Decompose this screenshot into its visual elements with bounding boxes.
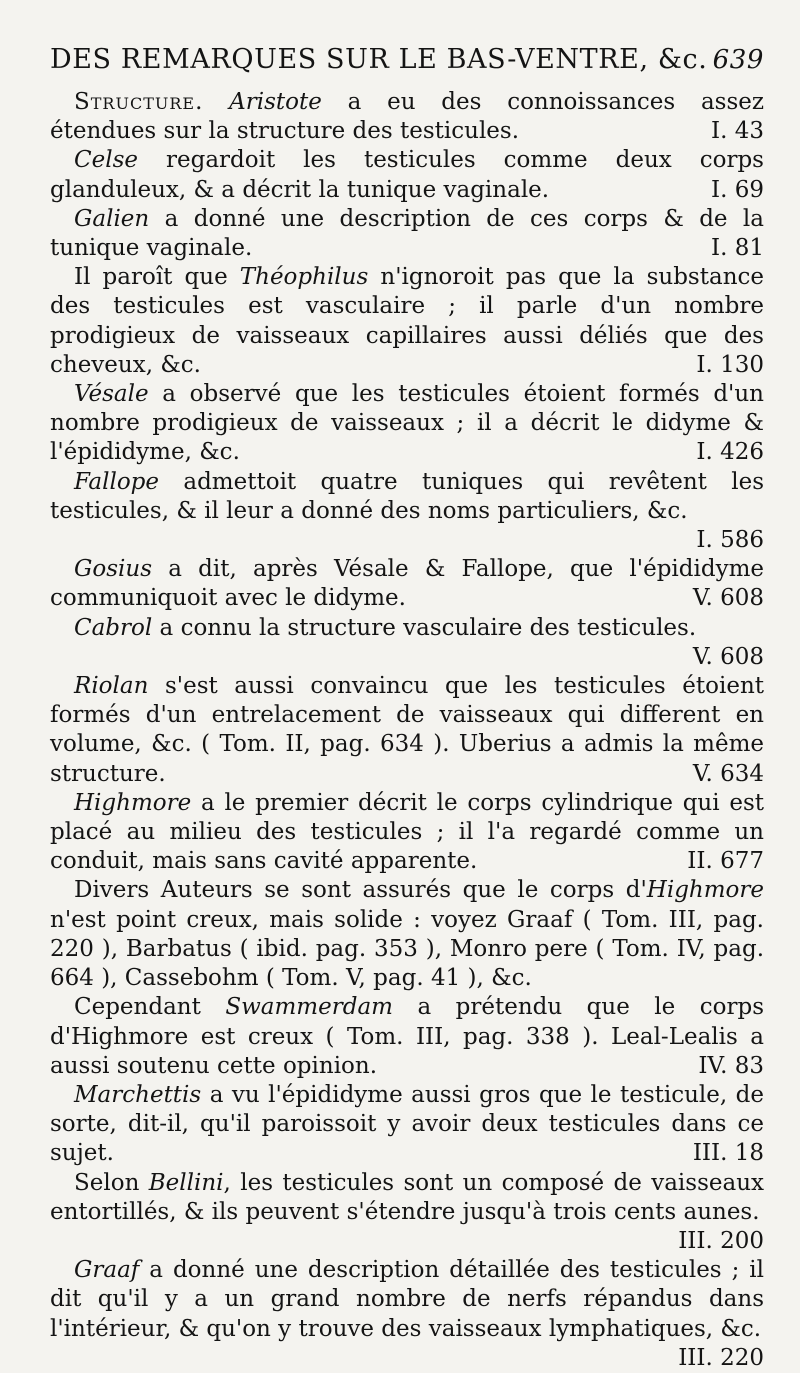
entry-11 bbox=[50, 876, 764, 993]
entry-ref: III. 200 bbox=[678, 1227, 764, 1254]
running-header bbox=[50, 44, 764, 88]
entry-author: Galien bbox=[74, 205, 150, 232]
entry-12 bbox=[50, 993, 764, 1081]
entry-text: s'est aussi convaincu que les testicules étoient formés d'un entrelacement de vaisseaux qui different en volume, &c. ( Tom. II, pag. 634 ). Uberius a admis la même structure. bbox=[50, 673, 764, 787]
entry-text: n'est point creux, mais solide : voyez Graaf ( Tom. III, pag. 220 ), Barbatus ( ibid. pag. 353 ), Monro pere ( Tom. IV, pag. 664 ), Cassebohm ( Tom. V, pag. 41 ), &c. bbox=[50, 906, 764, 992]
entry-text: a observé que les testicules étoient formés d'un nombre prodigieux de vaisseaux ; il a décrit le didyme & l'épididyme, &c. bbox=[50, 381, 764, 466]
entry-text: a vu l'épididyme aussi gros que le testicule, de sorte, dit-il, qu'il paroissoit y avoir deux testicules dans ce sujet. bbox=[50, 1081, 764, 1167]
entry-lead: Structure. bbox=[74, 89, 204, 115]
entry-text: a donné une description détaillée des testicules ; il dit qu'il y a un grand nombre de nerfs répandus dans l'intérieur, & qu'on y trouve des vaisseaux lymphatiques, &c. bbox=[50, 1257, 765, 1342]
entry-6 bbox=[50, 468, 764, 556]
entry-author: Gosius bbox=[74, 556, 152, 583]
entry-ref: V. 608 bbox=[692, 585, 764, 612]
entry-author: Vésale bbox=[74, 381, 149, 408]
entry-author: Highmore bbox=[74, 789, 192, 816]
entry-text: a connu la structure vasculaire des testicules. bbox=[159, 614, 697, 641]
entry-3 bbox=[50, 205, 764, 263]
entry-5 bbox=[50, 380, 764, 468]
entry-text: , les testicules sont un composé de vaisseaux entortillés, & ils peuvent s'étendre jusqu'à trois cents aunes. bbox=[50, 1169, 764, 1225]
entry-15 bbox=[50, 1256, 764, 1373]
entry-lead: Cependant bbox=[74, 994, 201, 1021]
entry-text: admettoit quatre tuniques qui revêtent les testicules, & il leur a donné des noms particuliers, &c. bbox=[50, 468, 764, 524]
entry-7 bbox=[50, 555, 764, 613]
entry-ref: II. 677 bbox=[687, 848, 764, 875]
entry-13 bbox=[50, 1081, 764, 1169]
entry-author: Swammerdam bbox=[225, 994, 393, 1021]
entry-author: Théophilus bbox=[239, 264, 369, 291]
entry-author: Highmore bbox=[646, 877, 764, 904]
entry-ref: I. 130 bbox=[696, 351, 764, 378]
entry-lead: Il paroît que bbox=[74, 264, 228, 291]
entry-author: Cabrol bbox=[74, 614, 153, 641]
entries-list bbox=[50, 88, 764, 1373]
entry-9 bbox=[50, 672, 764, 789]
header-title: DES REMARQUES SUR LE BAS-VENTRE, &c. bbox=[50, 44, 708, 75]
entry-ref: I. 586 bbox=[696, 527, 764, 554]
entry-14 bbox=[50, 1169, 764, 1257]
entry-8 bbox=[50, 614, 764, 672]
entry-text: a le premier décrit le corps cylindrique qui est placé au milieu des testicules ; il l'a regardé comme un conduit, mais sans cavité apparente. bbox=[50, 789, 765, 875]
entry-10 bbox=[50, 789, 764, 877]
entry-author: Aristote bbox=[229, 89, 322, 115]
entry-text: n'ignoroit pas que la substance des testicules est vasculaire ; il parle d'un nombre prodigieux de vaisseaux capillaires aussi déliés que des cheveux, &c. bbox=[50, 264, 764, 378]
entry-author: Celse bbox=[74, 147, 138, 174]
entry-ref: V. 608 bbox=[692, 643, 764, 670]
entry-ref: IV. 83 bbox=[698, 1052, 764, 1079]
entry-ref: I. 81 bbox=[711, 235, 764, 262]
entry-author: Bellini bbox=[148, 1169, 224, 1196]
entry-text: a eu des connoissances assez étendues sur la structure des testicules. bbox=[50, 89, 764, 145]
entry-ref: I. 426 bbox=[696, 439, 764, 466]
entry-author: Graaf bbox=[74, 1257, 140, 1284]
entry-text: a dit, après Vésale & Fallope, que l'épididyme communiquoit avec le didyme. bbox=[50, 556, 765, 612]
entry-lead: Divers Auteurs se sont assurés que le corps d' bbox=[74, 877, 647, 904]
entry-ref: III. 18 bbox=[692, 1140, 764, 1167]
entry-ref: I. 69 bbox=[711, 176, 764, 203]
entry-text: regardoit les testicules comme deux corps glanduleux, & a décrit la tunique vaginale. bbox=[50, 147, 764, 203]
entry-ref: I. 43 bbox=[711, 118, 764, 145]
entry-text: a prétendu que le corps d'Highmore est creux ( Tom. III, pag. 338 ). Leal-Lealis a aussi soutenu cette opinion. bbox=[50, 994, 764, 1079]
entry-ref: III. 220 bbox=[678, 1344, 764, 1371]
entry-lead: Selon bbox=[74, 1169, 140, 1196]
entry-4 bbox=[50, 263, 764, 380]
entry-text: a donné une description de ces corps & de la tunique vaginale. bbox=[50, 205, 764, 262]
entry-author: Marchettis bbox=[74, 1081, 202, 1108]
entry-author: Fallope bbox=[74, 468, 160, 495]
entry-1 bbox=[50, 88, 764, 146]
entry-author: Riolan bbox=[74, 673, 149, 700]
entry-ref: V. 634 bbox=[692, 760, 764, 787]
entry-2 bbox=[50, 146, 764, 204]
page-number: 639 bbox=[712, 45, 764, 75]
